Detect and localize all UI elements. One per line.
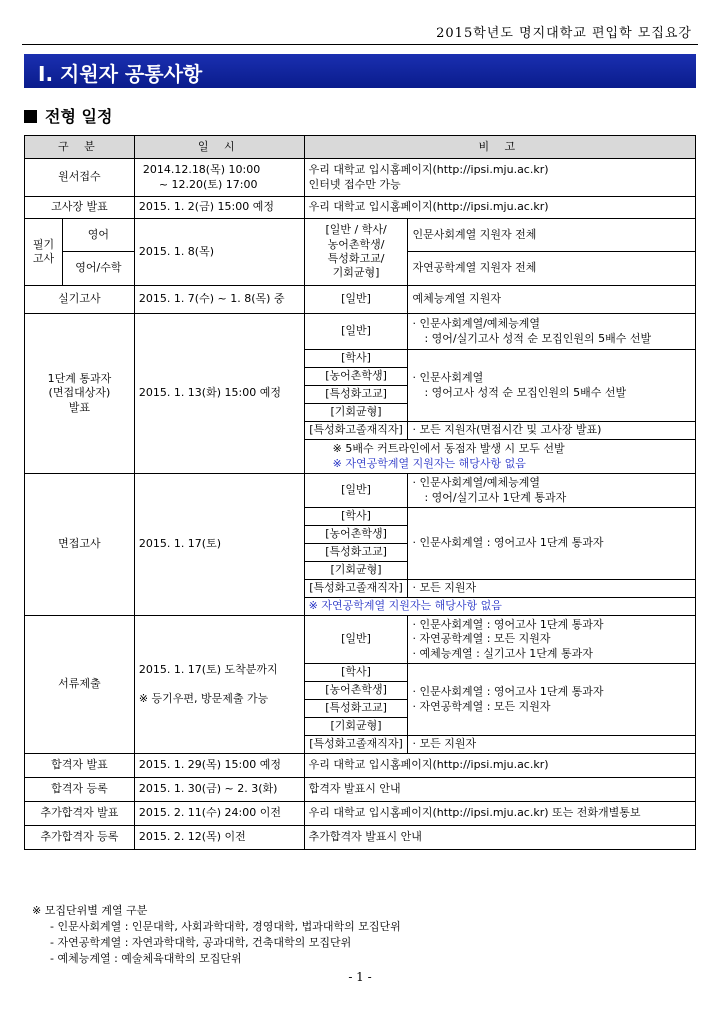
- table-row: [25, 754, 696, 778]
- sub-label: 영어: [62, 219, 134, 252]
- note-line: · 예체능계열 : 실기고사 1단계 통과자: [412, 646, 593, 660]
- table-row: [25, 474, 696, 508]
- row-note: [304, 159, 695, 197]
- applicant-type: [농어촌학생]: [304, 682, 408, 700]
- row-note: [408, 350, 696, 422]
- row-label: 실기고사: [25, 286, 135, 314]
- label-line: 필기: [32, 237, 55, 251]
- applicant-type: [기회균형]: [304, 718, 408, 736]
- applicant-type: [학사]: [304, 350, 408, 368]
- table-row: [25, 314, 696, 350]
- applicant-type: [특성화고교]: [304, 386, 408, 404]
- table-row: [25, 778, 696, 802]
- row-label: [25, 219, 63, 286]
- col-header-datetime: 일 시: [134, 136, 304, 159]
- row-note: [408, 616, 696, 664]
- row-note: 우리 대학교 입시홈페이지(http://ipsi.mju.ac.kr): [304, 754, 695, 778]
- footnotes: [32, 903, 401, 967]
- row-note: 자연공학계열 지원자 전체: [408, 252, 696, 286]
- date-line: 2014.12.18(목) 10:00: [142, 163, 261, 177]
- row-note: 예체능계열 지원자: [408, 286, 696, 314]
- applicant-type: [학사]: [304, 508, 408, 526]
- row-note: [408, 664, 696, 736]
- applicant-type: [농어촌학생]: [304, 526, 408, 544]
- row-label: 원서접수: [25, 159, 135, 197]
- applicant-type: [특성화고졸재직자]: [304, 580, 408, 598]
- remark-line: ※ 자연공학계열 지원자는 해당사항 없음: [332, 456, 526, 470]
- applicant-type: [일반]: [304, 474, 408, 508]
- table-header-row: [25, 136, 696, 159]
- subsection-heading: [24, 104, 112, 127]
- note-line: · 인문사회계열 : 영어고사 1단계 통과자: [412, 685, 604, 699]
- row-label: 추가합격자 발표: [25, 802, 135, 826]
- table-row: [25, 286, 696, 314]
- table-row: [25, 159, 696, 197]
- row-date: 2015. 1. 13(화) 15:00 예정: [134, 314, 304, 474]
- note-line: · 인문사회계열/예체능계열: [412, 476, 541, 490]
- label-line: 1단계 통과자: [47, 372, 112, 386]
- type-line: 농어촌학생/: [327, 237, 385, 251]
- footnote-title: ※ 모집단위별 계열 구분: [32, 904, 148, 917]
- row-label: 합격자 등록: [25, 778, 135, 802]
- row-note: · 모든 지원자(면접시간 및 고사장 발표): [408, 422, 696, 440]
- note-line: · 자연공학계열 : 모든 지원자: [412, 632, 551, 646]
- row-date: [134, 616, 304, 754]
- note-line: · 인문사회계열/예체능계열: [412, 317, 541, 331]
- applicant-type: [학사]: [304, 664, 408, 682]
- note-line: · 자연공학계열 : 모든 지원자: [412, 699, 551, 713]
- note-line: · 인문사회계열: [412, 371, 484, 385]
- label-line: 고사: [32, 252, 55, 265]
- row-label: 합격자 발표: [25, 754, 135, 778]
- type-line: [일반 / 학사/: [325, 223, 387, 237]
- row-remark: ※ 자연공학계열 지원자는 해당사항 없음: [304, 598, 695, 616]
- applicant-type: [특성화고교]: [304, 700, 408, 718]
- note-line: 인터넷 접수만 가능: [308, 177, 401, 191]
- date-line: 2015. 1. 17(토) 도착분까지: [138, 663, 278, 677]
- note-line: : 영어/실기고사 성적 순 모집인원의 5배수 선발: [424, 331, 652, 345]
- date-line: ※ 등기우편, 방문제출 가능: [138, 691, 269, 705]
- row-note: 추가합격자 발표시 안내: [304, 826, 695, 850]
- row-date: 2015. 1. 8(목): [134, 219, 304, 286]
- row-date: 2015. 2. 12(목) 이전: [134, 826, 304, 850]
- note-line: 우리 대학교 입시홈페이지(http://ipsi.mju.ac.kr): [308, 163, 549, 177]
- section-title: Ⅰ. 지원자 공통사항: [38, 62, 203, 86]
- date-line: ~ 12.20(토) 17:00: [158, 177, 258, 191]
- applicant-type: [특성화고졸재직자]: [304, 422, 408, 440]
- row-date: 2015. 1. 2(금) 15:00 예정: [134, 197, 304, 219]
- note-line: · 인문사회계열 : 영어고사 1단계 통과자: [412, 618, 604, 632]
- document-header-title: 2015학년도 명지대학교 편입학 모집요강: [436, 26, 692, 41]
- remark-line: ※ 5배수 커트라인에서 동점자 발생 시 모두 선발: [332, 442, 565, 456]
- row-note: 합격자 발표시 안내: [304, 778, 695, 802]
- table-row: [25, 826, 696, 850]
- row-date: 2015. 2. 11(수) 24:00 이전: [134, 802, 304, 826]
- row-label: 추가합격자 등록: [25, 826, 135, 850]
- footnote-item: - 예체능계열 : 예술체육대학의 모집단위: [50, 951, 242, 965]
- table-row: [25, 616, 696, 664]
- applicant-type: [일반]: [304, 314, 408, 350]
- row-label: [25, 314, 135, 474]
- square-bullet-icon: [24, 110, 37, 123]
- table-row: [25, 802, 696, 826]
- row-note: [408, 474, 696, 508]
- row-note: 우리 대학교 입시홈페이지(http://ipsi.mju.ac.kr) 또는 전화개별통보: [304, 802, 695, 826]
- note-line: : 영어고사 성적 순 모집인원의 5배수 선발: [424, 385, 627, 399]
- row-note: · 인문사회계열 : 영어고사 1단계 통과자: [408, 508, 696, 580]
- section-title-bar: [24, 54, 696, 88]
- row-remark: [304, 440, 695, 474]
- header-rule: [22, 44, 698, 45]
- row-date: 2015. 1. 29(목) 15:00 예정: [134, 754, 304, 778]
- applicant-type: [기회균형]: [304, 404, 408, 422]
- row-label: 면접고사: [25, 474, 135, 616]
- row-note: 우리 대학교 입시홈페이지(http://ipsi.mju.ac.kr): [304, 197, 695, 219]
- page-number: - 1 -: [348, 970, 372, 984]
- footnote-item: - 인문사회계열 : 인문대학, 사회과학대학, 경영대학, 법과대학의 모집단위: [50, 919, 401, 933]
- row-note: [408, 314, 696, 350]
- applicant-type: [기회균형]: [304, 562, 408, 580]
- applicant-type: [일반]: [304, 286, 408, 314]
- applicant-type: [일반]: [304, 616, 408, 664]
- row-date: 2015. 1. 17(토): [134, 474, 304, 616]
- label-line: (면접대상자): [48, 386, 111, 400]
- row-label: 서류제출: [25, 616, 135, 754]
- type-line: 기회균형]: [332, 266, 380, 280]
- row-note: 인문사회계열 지원자 전체: [408, 219, 696, 252]
- row-note: · 모든 지원자: [408, 736, 696, 754]
- col-header-remarks: 비 고: [304, 136, 695, 159]
- sub-label: 영어/수학: [62, 252, 134, 286]
- table-row: [25, 197, 696, 219]
- row-label: 고사장 발표: [25, 197, 135, 219]
- row-date: 2015. 1. 7(수) ~ 1. 8(목) 중: [134, 286, 304, 314]
- schedule-table: [24, 135, 696, 850]
- row-note: · 모든 지원자: [408, 580, 696, 598]
- row-date: [134, 159, 304, 197]
- col-header-category: 구 분: [25, 136, 135, 159]
- applicant-type: [특성화고교]: [304, 544, 408, 562]
- note-line: : 영어/실기고사 1단계 통과자: [424, 490, 567, 504]
- subsection-title: 전형 일정: [45, 107, 113, 126]
- row-date: 2015. 1. 30(금) ~ 2. 3(화): [134, 778, 304, 802]
- type-line: 특성화고교/: [327, 252, 385, 265]
- applicant-type: [특성화고졸재직자]: [304, 736, 408, 754]
- footnote-item: - 자연공학계열 : 자연과학대학, 공과대학, 건축대학의 모집단위: [50, 935, 352, 949]
- applicant-type: [농어촌학생]: [304, 368, 408, 386]
- table-row: [25, 219, 696, 252]
- label-line: 발표: [68, 400, 91, 414]
- applicant-type: [304, 219, 408, 286]
